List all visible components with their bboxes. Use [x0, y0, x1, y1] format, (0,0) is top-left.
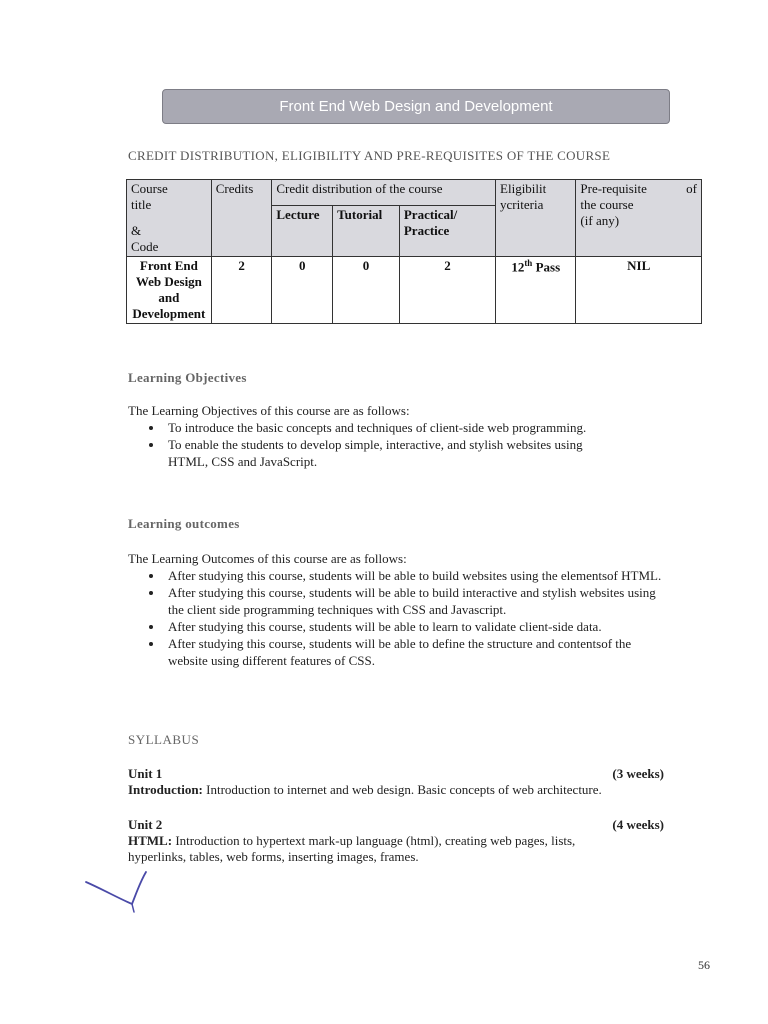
header-practical-line: Practice [403, 223, 450, 238]
cell-prerequisite: NIL [576, 257, 702, 324]
table-row [127, 257, 702, 324]
header-practical-line: Practical/ [403, 207, 458, 222]
eligibility-value: 12 [511, 259, 525, 275]
course-title-banner: Front End Web Design and Development [162, 89, 670, 124]
cell-practical: 2 [399, 257, 495, 324]
header-eligibility-line: ycriteria [500, 197, 544, 212]
header-course-title-code [127, 180, 212, 257]
unit-duration: (3 weeks) [612, 766, 664, 781]
course-name-line: Development [132, 306, 206, 321]
header-prereq-text: Pre-requisite [580, 181, 647, 196]
header-credit-distribution: Credit distribution of the course [272, 180, 496, 206]
objectives-list [128, 419, 688, 470]
credit-distribution-table [126, 179, 702, 324]
unit-duration: (4 weeks) [612, 817, 664, 832]
page-number: 56 [698, 958, 710, 972]
list-item: • After studying this course, students will be able to learn to validate client-side data. [164, 618, 664, 635]
header-tutorial: Tutorial [333, 206, 400, 257]
cell-credits: 2 [211, 257, 272, 324]
course-name-line: Web Design [135, 274, 202, 289]
header-course-line: & [131, 223, 142, 238]
table-header-row [127, 180, 702, 206]
syllabus-unit-1 [128, 766, 664, 798]
list-item: • After studying this course, students will be able to build websites using the elementsof HTML. [164, 567, 664, 584]
header-prereq-text: (if any) [580, 213, 620, 228]
header-course-line: title [131, 197, 152, 212]
cell-course-name [127, 257, 212, 324]
objectives-intro: The Learning Objectives of this course are as follows: [128, 403, 410, 418]
eligibility-suffix: Pass [532, 259, 561, 275]
unit-topic: Introduction: [128, 782, 203, 797]
list-item: • To introduce the basic concepts and techniques of client-side web programming. [164, 419, 688, 436]
unit-title: Unit 1 [128, 766, 163, 781]
cell-tutorial: 0 [333, 257, 400, 324]
learning-outcomes-heading: Learning outcomes [128, 516, 240, 531]
unit-description: Introduction to hypertext mark-up language (html), creating web pages, lists, hyperlinks, tables, web forms, inserting images, frames. [128, 833, 576, 864]
list-item: • After studying this course, students will be able to build interactive and stylish websites using the client side programming techniques with CSS and Javascript. [164, 584, 664, 618]
handwritten-check-mark-icon [84, 870, 154, 920]
learning-outcomes-body [128, 550, 688, 669]
credit-section-heading: CREDIT DISTRIBUTION, ELIGIBILITY AND PRE-REQUISITES OF THE COURSE [128, 148, 611, 163]
course-name-line: and [158, 290, 180, 305]
unit-topic: HTML: [128, 833, 173, 848]
syllabus-heading: SYLLABUS [128, 732, 200, 747]
header-eligibility [496, 180, 576, 257]
header-eligibility-line: Eligibilit [500, 181, 547, 196]
unit-description: Introduction to internet and web design. Basic concepts of web architecture. [202, 782, 602, 797]
header-course-line: Course [131, 181, 168, 196]
header-prereq-text: of [686, 181, 697, 196]
outcomes-list [128, 567, 664, 669]
outcomes-intro: The Learning Outcomes of this course are as follows: [128, 551, 407, 566]
eligibility-superscript: th [524, 258, 533, 268]
learning-objectives-heading: Learning Objectives [128, 370, 247, 385]
header-prerequisite [576, 180, 702, 257]
unit-title: Unit 2 [128, 817, 163, 832]
list-item: • After studying this course, students will be able to define the structure and contentsof the website using different features of CSS. [164, 635, 664, 669]
course-name-line: Front End [139, 258, 198, 273]
list-item: • To enable the students to develop simple, interactive, and stylish websites using HTML, CSS and JavaScript. [164, 436, 618, 470]
header-prereq-text: the course [580, 197, 634, 212]
syllabus-unit-2 [128, 817, 664, 865]
cell-lecture: 0 [272, 257, 333, 324]
header-course-line: Code [131, 239, 159, 254]
header-credits: Credits [211, 180, 272, 257]
learning-objectives-body [128, 402, 688, 470]
cell-eligibility [496, 257, 576, 324]
header-practical [399, 206, 495, 257]
header-lecture: Lecture [272, 206, 333, 257]
